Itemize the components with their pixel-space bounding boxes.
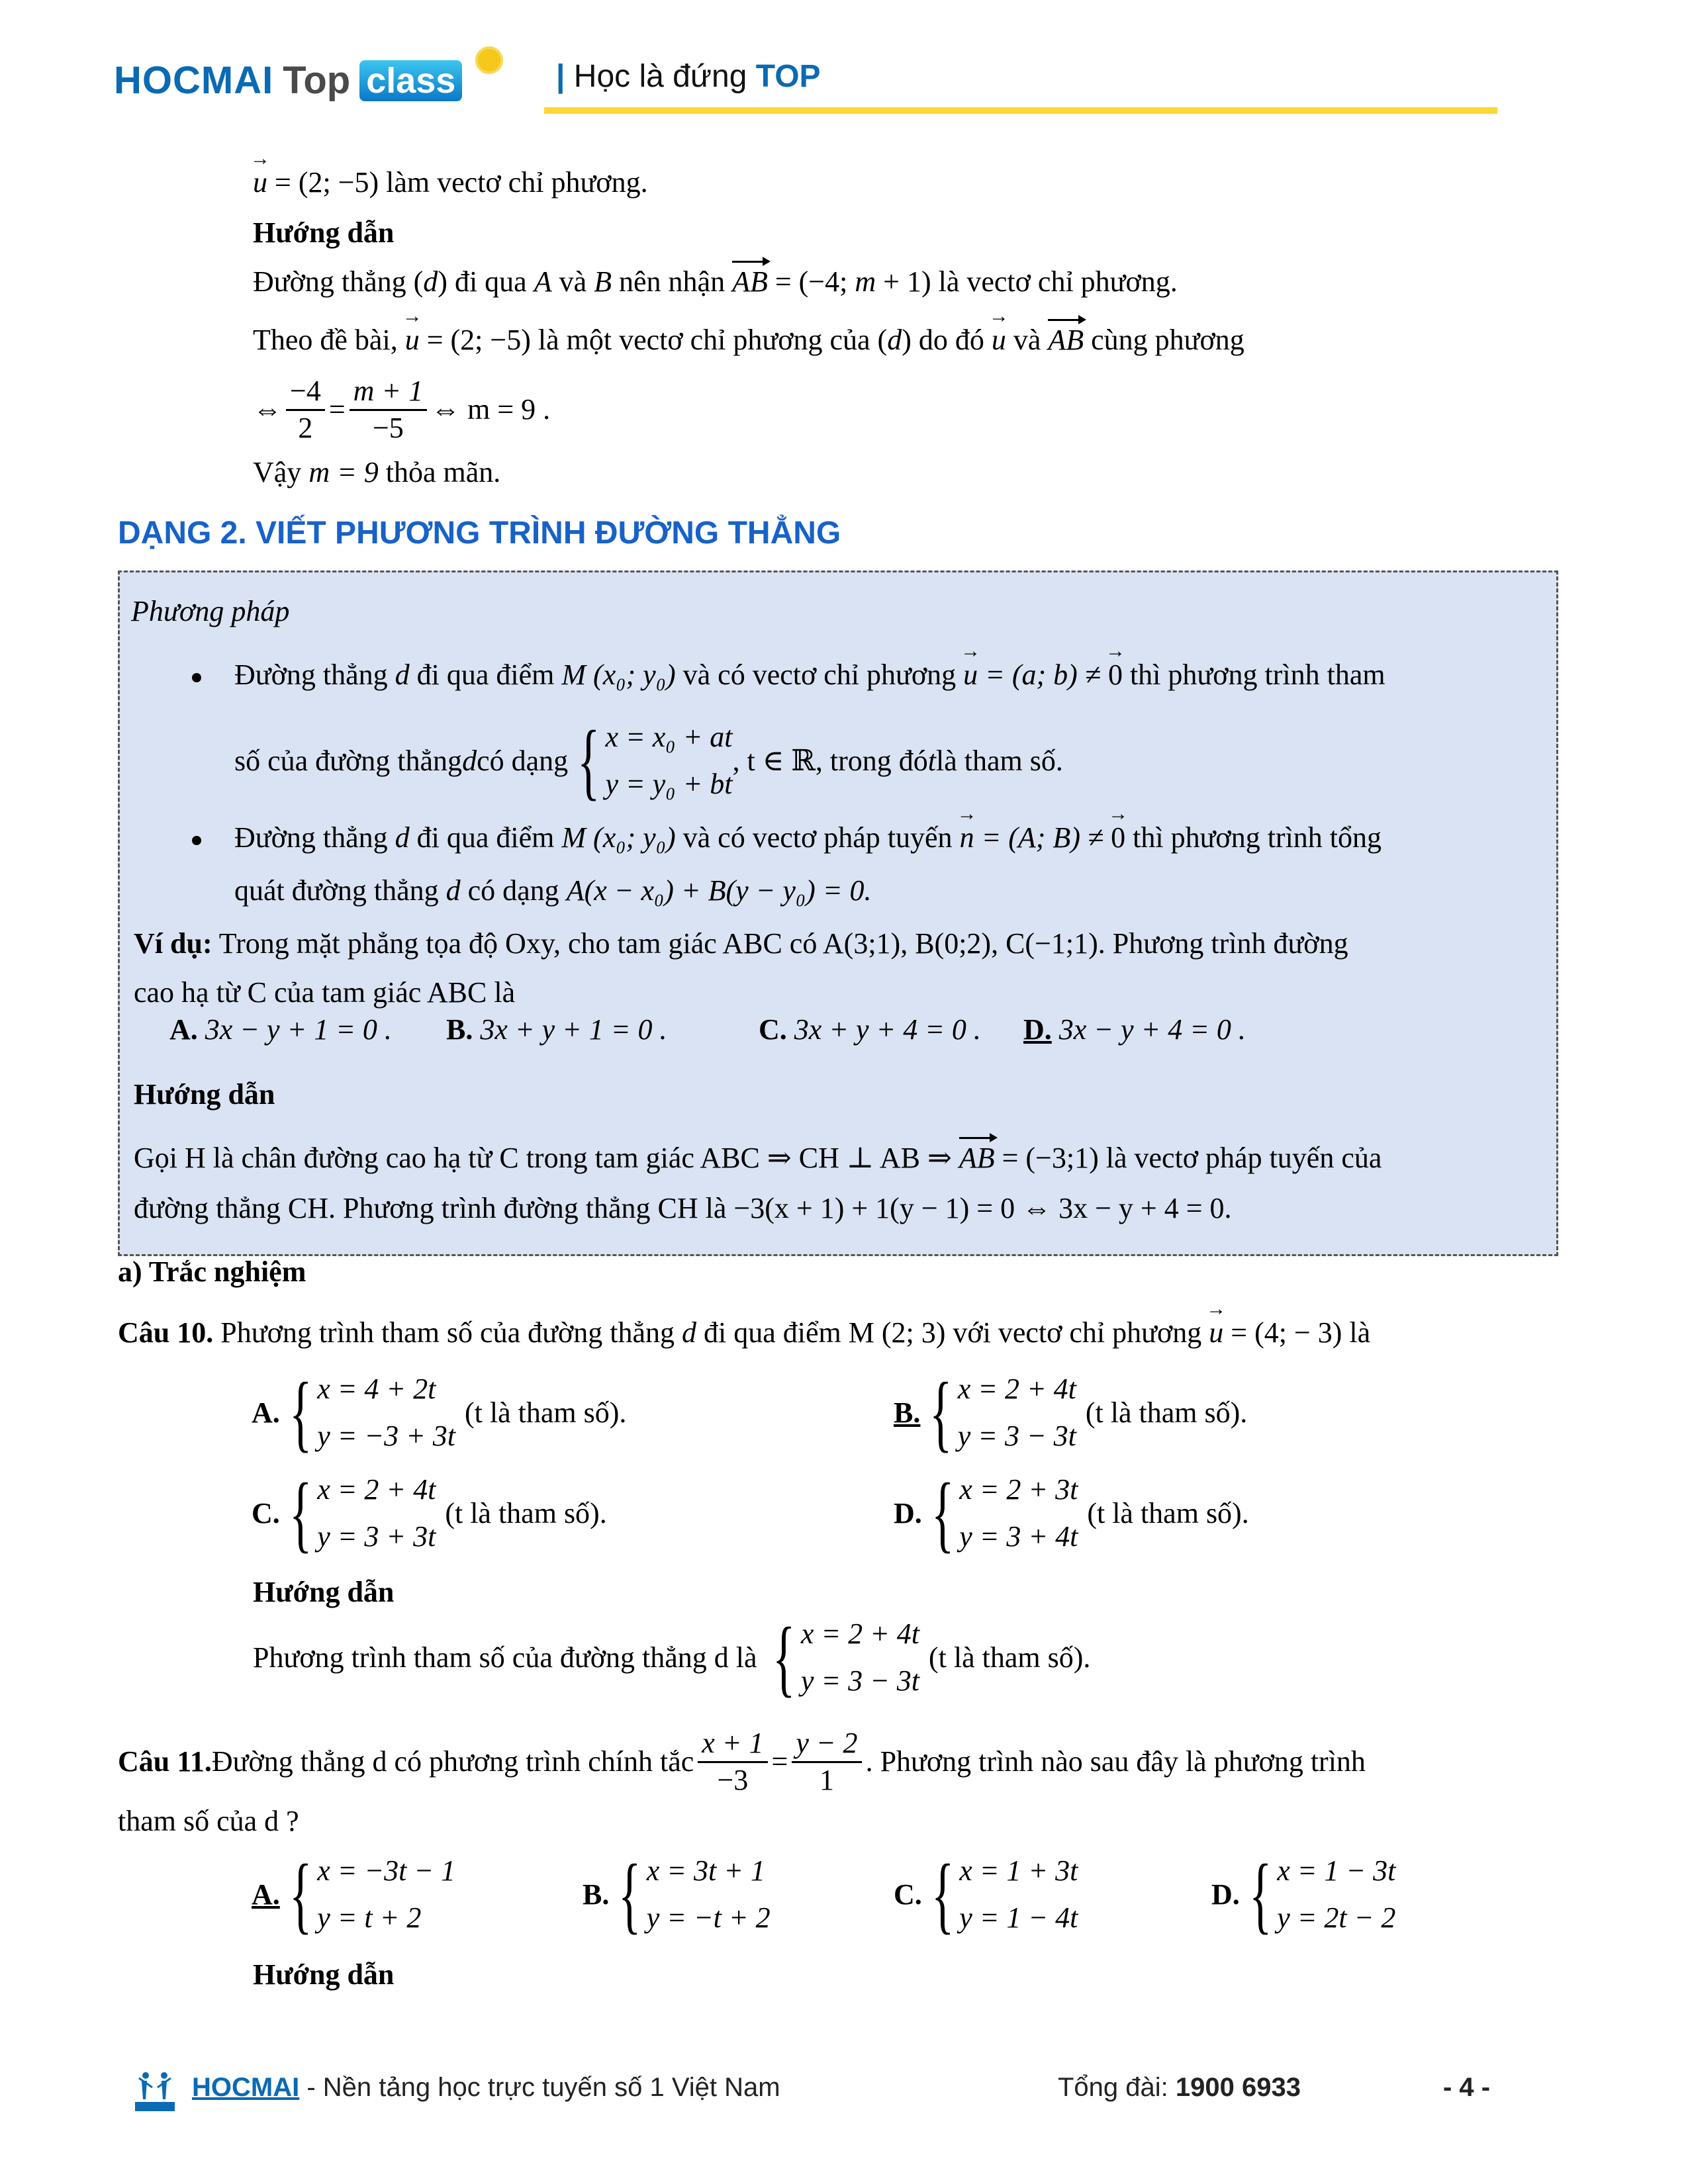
q11-guide-title: Hướng dẫn	[253, 1958, 395, 1991]
logo-hocmai-text: HOCMAI	[114, 59, 274, 102]
example-guide-title: Hướng dẫn	[134, 1078, 275, 1111]
intro-conclusion: Vậy m = 9 thỏa mãn.	[253, 456, 501, 488]
vector-ab: AB	[732, 265, 768, 300]
q10-stem: Câu 10. Phương trình tham số của đường thẳng d đi qua điểm M (2; 3) với vectơ chỉ phương → u = (4; − 3) là	[118, 1316, 1370, 1351]
method-bullet-2-line-2: quát đường thẳng d có dạng A(x − x₀) + B(y − y₀) = 0.	[234, 874, 872, 907]
brace-icon: {	[931, 1466, 955, 1561]
q10-guide-title: Hướng dẫn	[253, 1576, 395, 1608]
intro-line-2: Đường thẳng (d) đi qua A và B nên nhận AB = (−4; m + 1) là vectơ chỉ phương.	[253, 265, 1178, 300]
footer-brand-link[interactable]: HOCMAI	[192, 2073, 300, 2102]
example-option-b[interactable]: B. 3x + y + 1 = 0 .	[446, 1013, 667, 1046]
guide-title: Hướng dẫn	[253, 216, 395, 249]
intro-line-3: Theo đề bài, → u = (2; −5) là một vectơ chỉ phương của (d) do đó → u và AB cùng phương	[253, 323, 1244, 358]
bullet-icon	[192, 673, 201, 682]
section-title: DẠNG 2. VIẾT PHƯƠNG TRÌNH ĐƯỜNG THẲNG	[118, 516, 841, 551]
star-badge-icon	[475, 46, 503, 74]
q10-option-d[interactable]: D. { x = 2 + 3t y = 3 + 4t (t là tham số).	[894, 1466, 1249, 1561]
q11-stem-line-1: Câu 11. Đường thẳng d có phương trình chính tắc $\frac{x + 1}{-3}$ = $\frac{y - 2}{1}$ . Phương trình nào sau đây là phương trình	[118, 1726, 1366, 1798]
slogan-divider: |	[556, 59, 565, 94]
example-guide-line-2: đường thẳng CH. Phương trình đường thẳng CH là −3(x + 1) + 1(y − 1) = 0 ⇔ 3x − y + 4 = 0.	[134, 1192, 1232, 1224]
brace-icon: {	[577, 713, 600, 809]
fraction-2: $\frac{m + 1}{-5}$	[350, 374, 427, 446]
method-bullet-1-line-1: Đường thẳng d đi qua điểm M (x₀; y₀) và có vectơ chỉ phương → u = (a; b) ≠ → 0 thì phương trình tham	[192, 658, 1385, 693]
example-line-1: Ví dụ: Trong mặt phẳng tọa độ Oxy, cho tam giác ABC có A(3;1), B(0;2), C(−1;1). Phương trình đường	[134, 927, 1348, 960]
q10-option-a[interactable]: A. { x = 4 + 2t y = −3 + 3t (t là tham số).	[252, 1365, 627, 1461]
footer	[192, 2073, 1503, 2103]
intro-line-1: → u = (2; −5) làm vectơ chỉ phương.	[253, 165, 648, 201]
q11-option-c[interactable]: C. { x = 1 + 3t y = 1 − 4t	[894, 1847, 1078, 1942]
method-title: Phương pháp	[131, 595, 290, 627]
brace-icon: {	[289, 1466, 312, 1561]
hotline-number: 1900 6933	[1175, 2073, 1301, 2102]
q10-option-c[interactable]: C. { x = 2 + 4t y = 3 + 3t (t là tham số).	[252, 1466, 607, 1561]
header-logo	[114, 58, 462, 103]
fraction-1: $\frac{-4}{2}$	[286, 374, 325, 446]
parametric-system: { x = x₀ + at y = y₀ + bt	[577, 713, 733, 809]
header-divider	[544, 107, 1497, 114]
logo-class-text: class	[359, 60, 462, 101]
page-number: - 4 -	[1443, 2073, 1491, 2102]
q10-option-b-correct[interactable]: B. { x = 2 + 4t y = 3 − 3t (t là tham số).	[894, 1365, 1248, 1461]
example-option-d-correct[interactable]: D. 3x − y + 4 = 0 .	[1023, 1013, 1246, 1046]
logo-top-text: Top	[283, 59, 351, 102]
slogan-top: TOP	[755, 59, 821, 94]
slogan-text: Học là đứng	[573, 59, 747, 94]
header-slogan	[556, 58, 821, 95]
method-bullet-1-line-2: số của đường thẳng d có dạng { x = x₀ + at y = y₀ + bt , t ∈ ℝ, trong đó t là tham số.	[234, 713, 1063, 809]
footer-tagline: - Nền tảng học trực tuyến số 1 Việt Nam	[299, 2073, 780, 2102]
brace-icon: {	[773, 1610, 796, 1706]
q11-option-b[interactable]: B. { x = 3t + 1 y = −t + 2	[583, 1847, 771, 1942]
q11-stem-line-2: tham số của d ?	[118, 1805, 299, 1837]
q10-guide-text: Phương trình tham số của đường thẳng d là { x = 2 + 4t y = 3 − 3t (t là tham số).	[253, 1610, 1091, 1706]
example-option-c[interactable]: C. 3x + y + 4 = 0 .	[759, 1013, 981, 1046]
fraction-y: $\frac{y - 2}{1}$	[792, 1726, 861, 1798]
footer-hotline: Tổng đài: 1900 6933	[1058, 2073, 1301, 2102]
footer-logo-icon	[132, 2070, 179, 2113]
mc-section-title: a) Trắc nghiệm	[118, 1255, 306, 1288]
brace-icon: {	[1248, 1847, 1272, 1942]
brace-icon: {	[289, 1365, 312, 1461]
brace-icon: {	[931, 1847, 955, 1942]
method-bullet-2-line-1: Đường thẳng d đi qua điểm M (x₀; y₀) và có vectơ pháp tuyến → n = (A; B) ≠ → 0 thì phương trình tổng	[192, 821, 1382, 856]
brace-icon: {	[618, 1847, 641, 1942]
fraction-x: $\frac{x + 1}{-3}$	[698, 1726, 767, 1798]
bullet-icon	[192, 836, 201, 845]
vector-u: → u	[253, 165, 267, 201]
brace-icon: {	[289, 1847, 312, 1942]
q11-option-a-correct[interactable]: A. { x = −3t − 1 y = t + 2	[252, 1847, 456, 1942]
example-line-2: cao hạ từ C của tam giác ABC là	[134, 976, 516, 1009]
example-guide-line-1: Gọi H là chân đường cao hạ từ C trong tam giác ABC ⇒ CH ⊥ AB ⇒ AB = (−3;1) là vectơ pháp tuyến của	[134, 1141, 1382, 1176]
example-option-a[interactable]: A. 3x − y + 1 = 0 .	[169, 1013, 392, 1046]
q11-option-d[interactable]: D. { x = 1 − 3t y = 2t − 2	[1211, 1847, 1396, 1942]
brace-icon: {	[929, 1365, 953, 1461]
intro-fraction-line: ⇔ $\frac{-4}{2}$ = $\frac{m + 1}{-5}$ ⇔ m = 9 .	[253, 374, 550, 446]
